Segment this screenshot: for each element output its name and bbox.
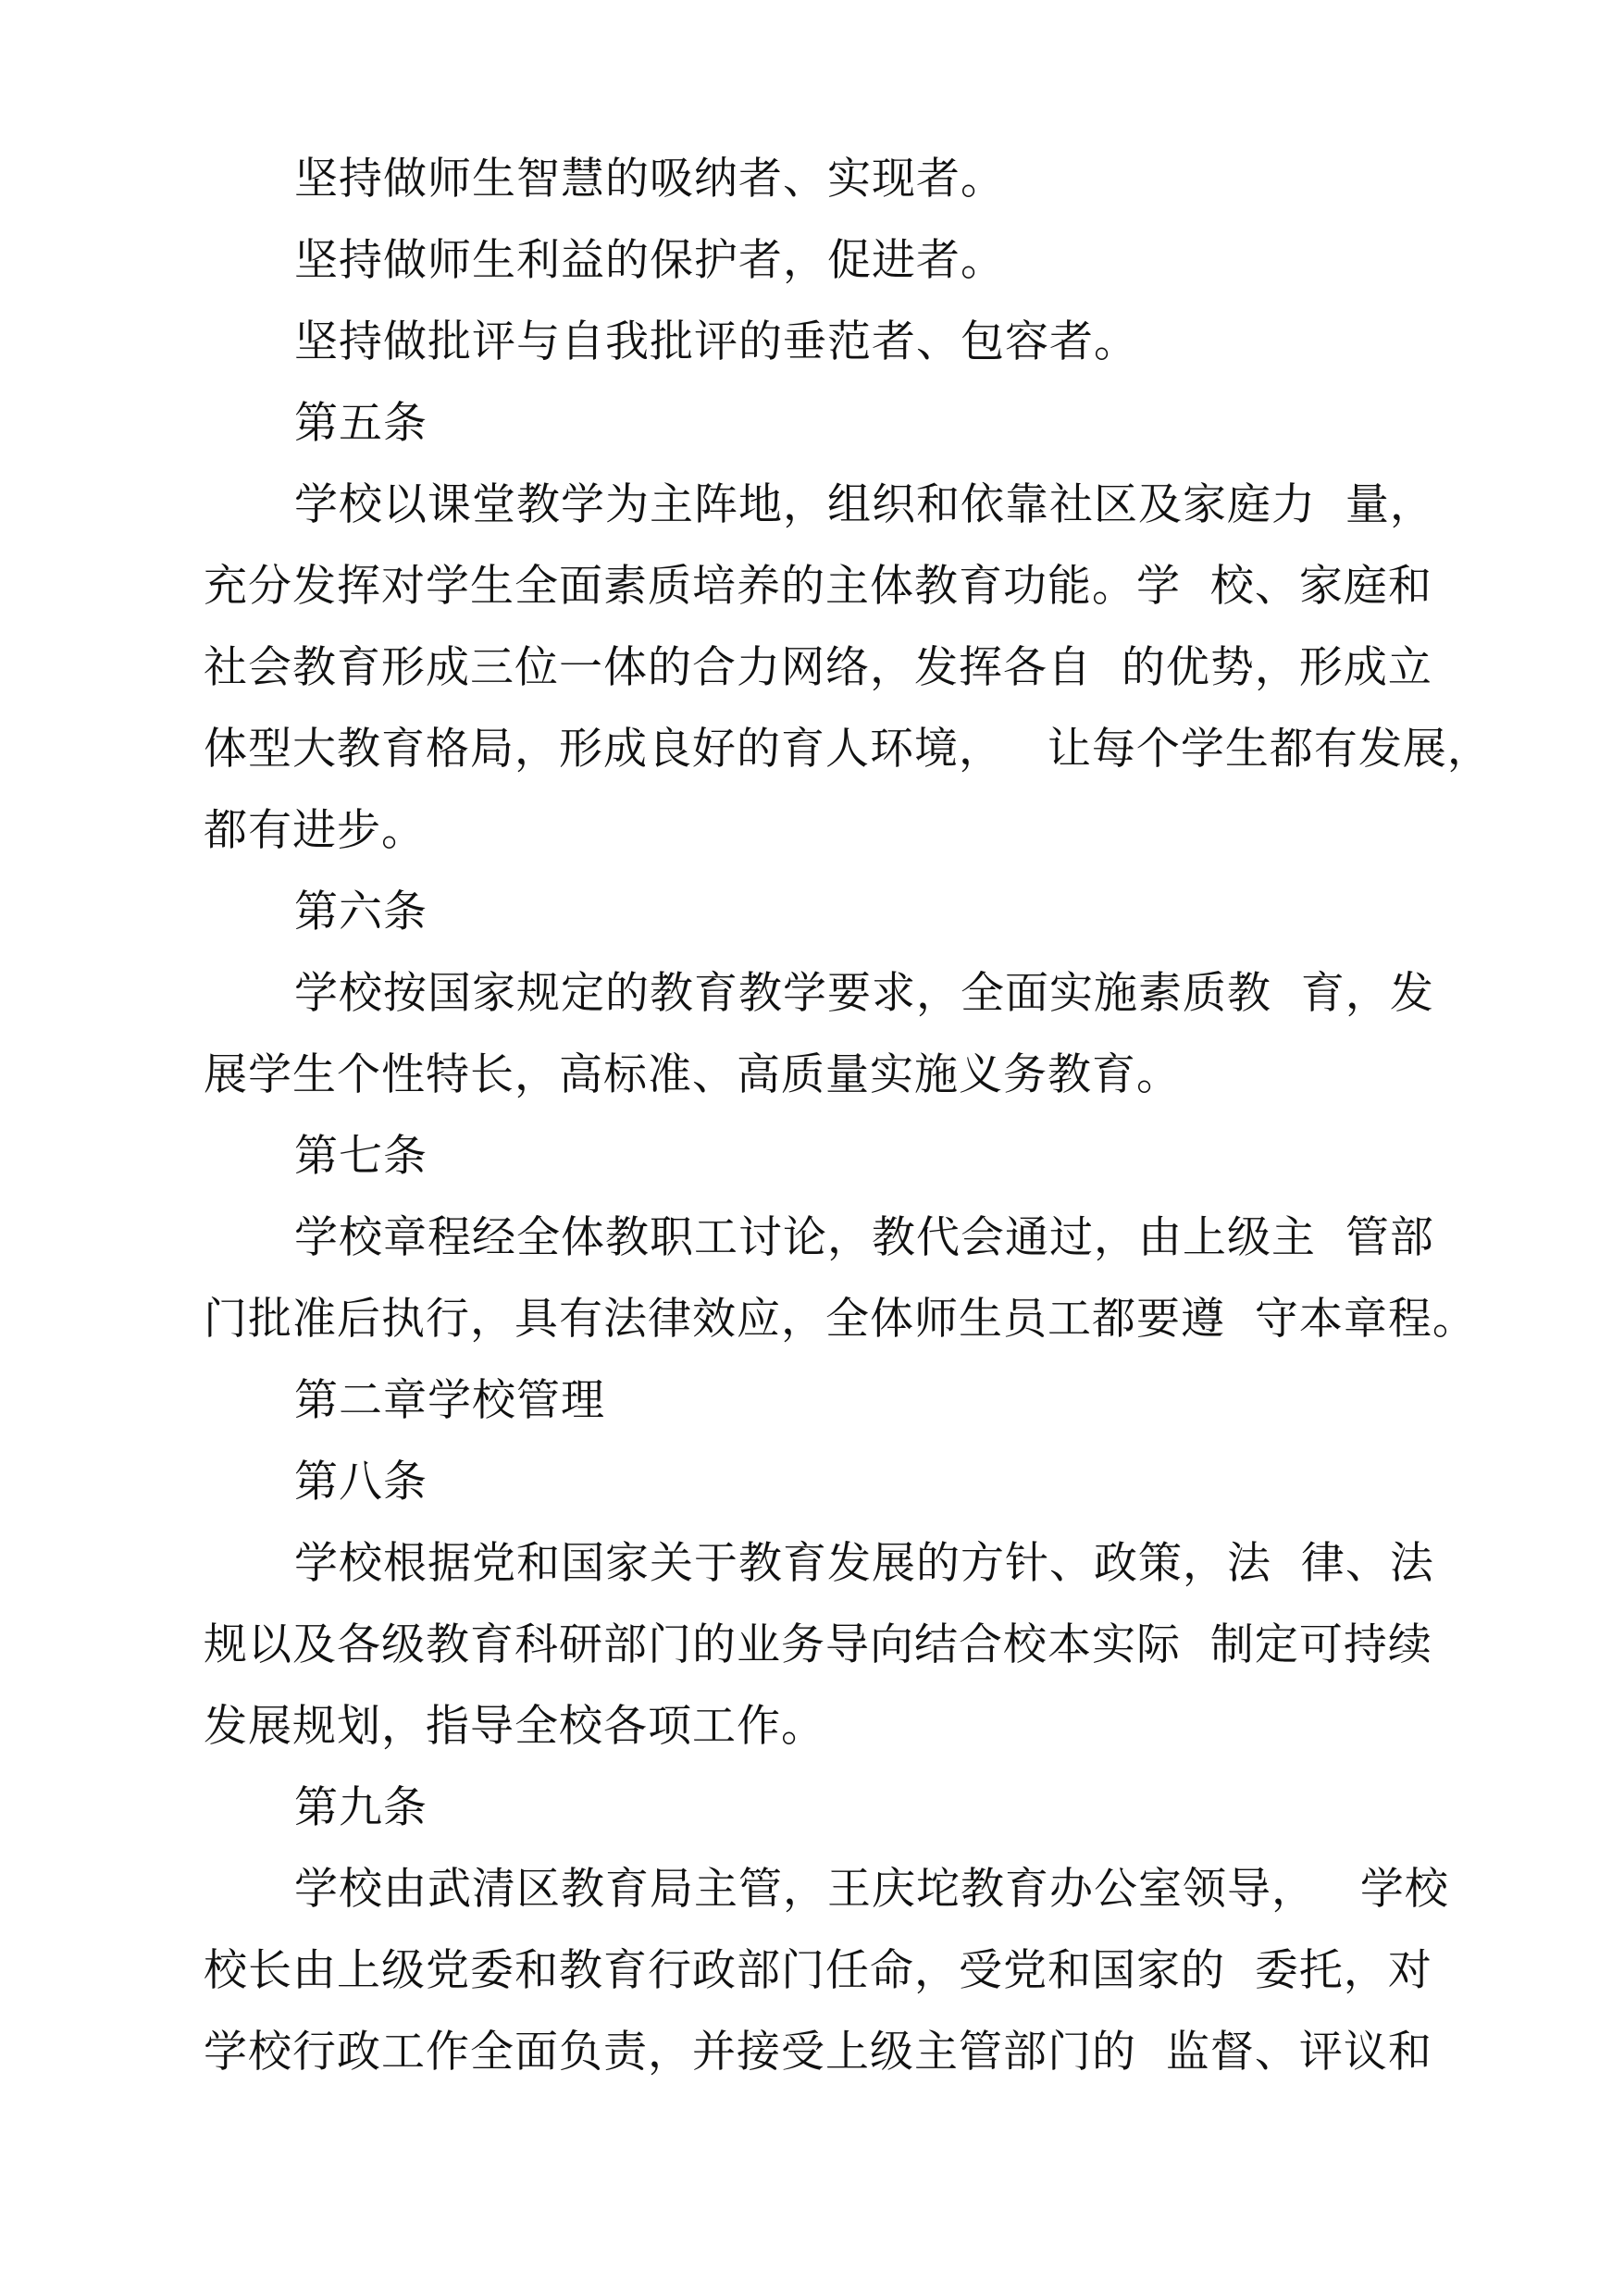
text-line-5: 学校以课堂教学为主阵地，组织和依靠社区及家庭力 量， [294,479,1434,530]
text-line-9: 都有进步。 [204,805,426,856]
text-line-19: 规以及各级教育科研部门的业务导向结合校本实际 制定可持续 [204,1619,1432,1670]
text-line-11: 学校按国家规定的教育教学要求，全面实施素质教 育，发 [294,968,1434,1019]
document-body [204,139,1492,2093]
text-line-15: 门批准后执行，具有法律效应，全体师生员工都要遵 守本章程。 [204,1294,1477,1345]
text-line-20: 发展规划，指导全校各项工作。 [204,1701,825,1752]
article-heading-5: 第五条 [294,398,428,449]
article-heading-8: 第八条 [294,1457,428,1507]
text-line-6: 充分发挥对学生全面素质培养的主体教育功能。学 校、家庭和 [204,561,1432,612]
text-line-23: 校长由上级党委和教育行政部门任命，受党和国家的 委托，对 [204,1945,1432,1996]
text-line-14: 学校章程经全体教职工讨论，教代会通过，由上级主 管部 [294,1212,1434,1263]
text-line-2: 坚持做师生利益的保护者，促进者。 [294,235,1005,286]
text-line-8: 体型大教育格局，形成良好的育人环境， 让每个学生都有发展， [204,724,1492,775]
article-heading-9: 第九条 [294,1782,428,1833]
text-line-18: 学校根据党和国家关于教育发展的方针、政策，法 律、法 [294,1538,1434,1589]
article-heading-6: 第六条 [294,887,428,937]
article-heading-7: 第七条 [294,1131,428,1182]
text-line-7: 社会教育形成三位一体的合力网络，发挥各自 的优势，形成立 [204,642,1432,693]
text-line-3: 坚持做批评与自我批评的垂范者、包容者。 [294,316,1138,367]
text-line-12: 展学生个性特长，高标准、高质量实施义务教育。 [204,1049,1181,1100]
text-line-1: 坚持做师生智慧的吸纳者、实现者。 [294,154,1005,205]
text-line-22: 学校由武清区教育局主管，王庆坨教育办公室领导， 学校 [294,1864,1449,1915]
chapter-heading-2: 第二章学校管理 [294,1375,605,1426]
text-line-24: 学校行政工作全面负责，并接受上级主管部门的 监督、评议和 [204,2027,1432,2078]
